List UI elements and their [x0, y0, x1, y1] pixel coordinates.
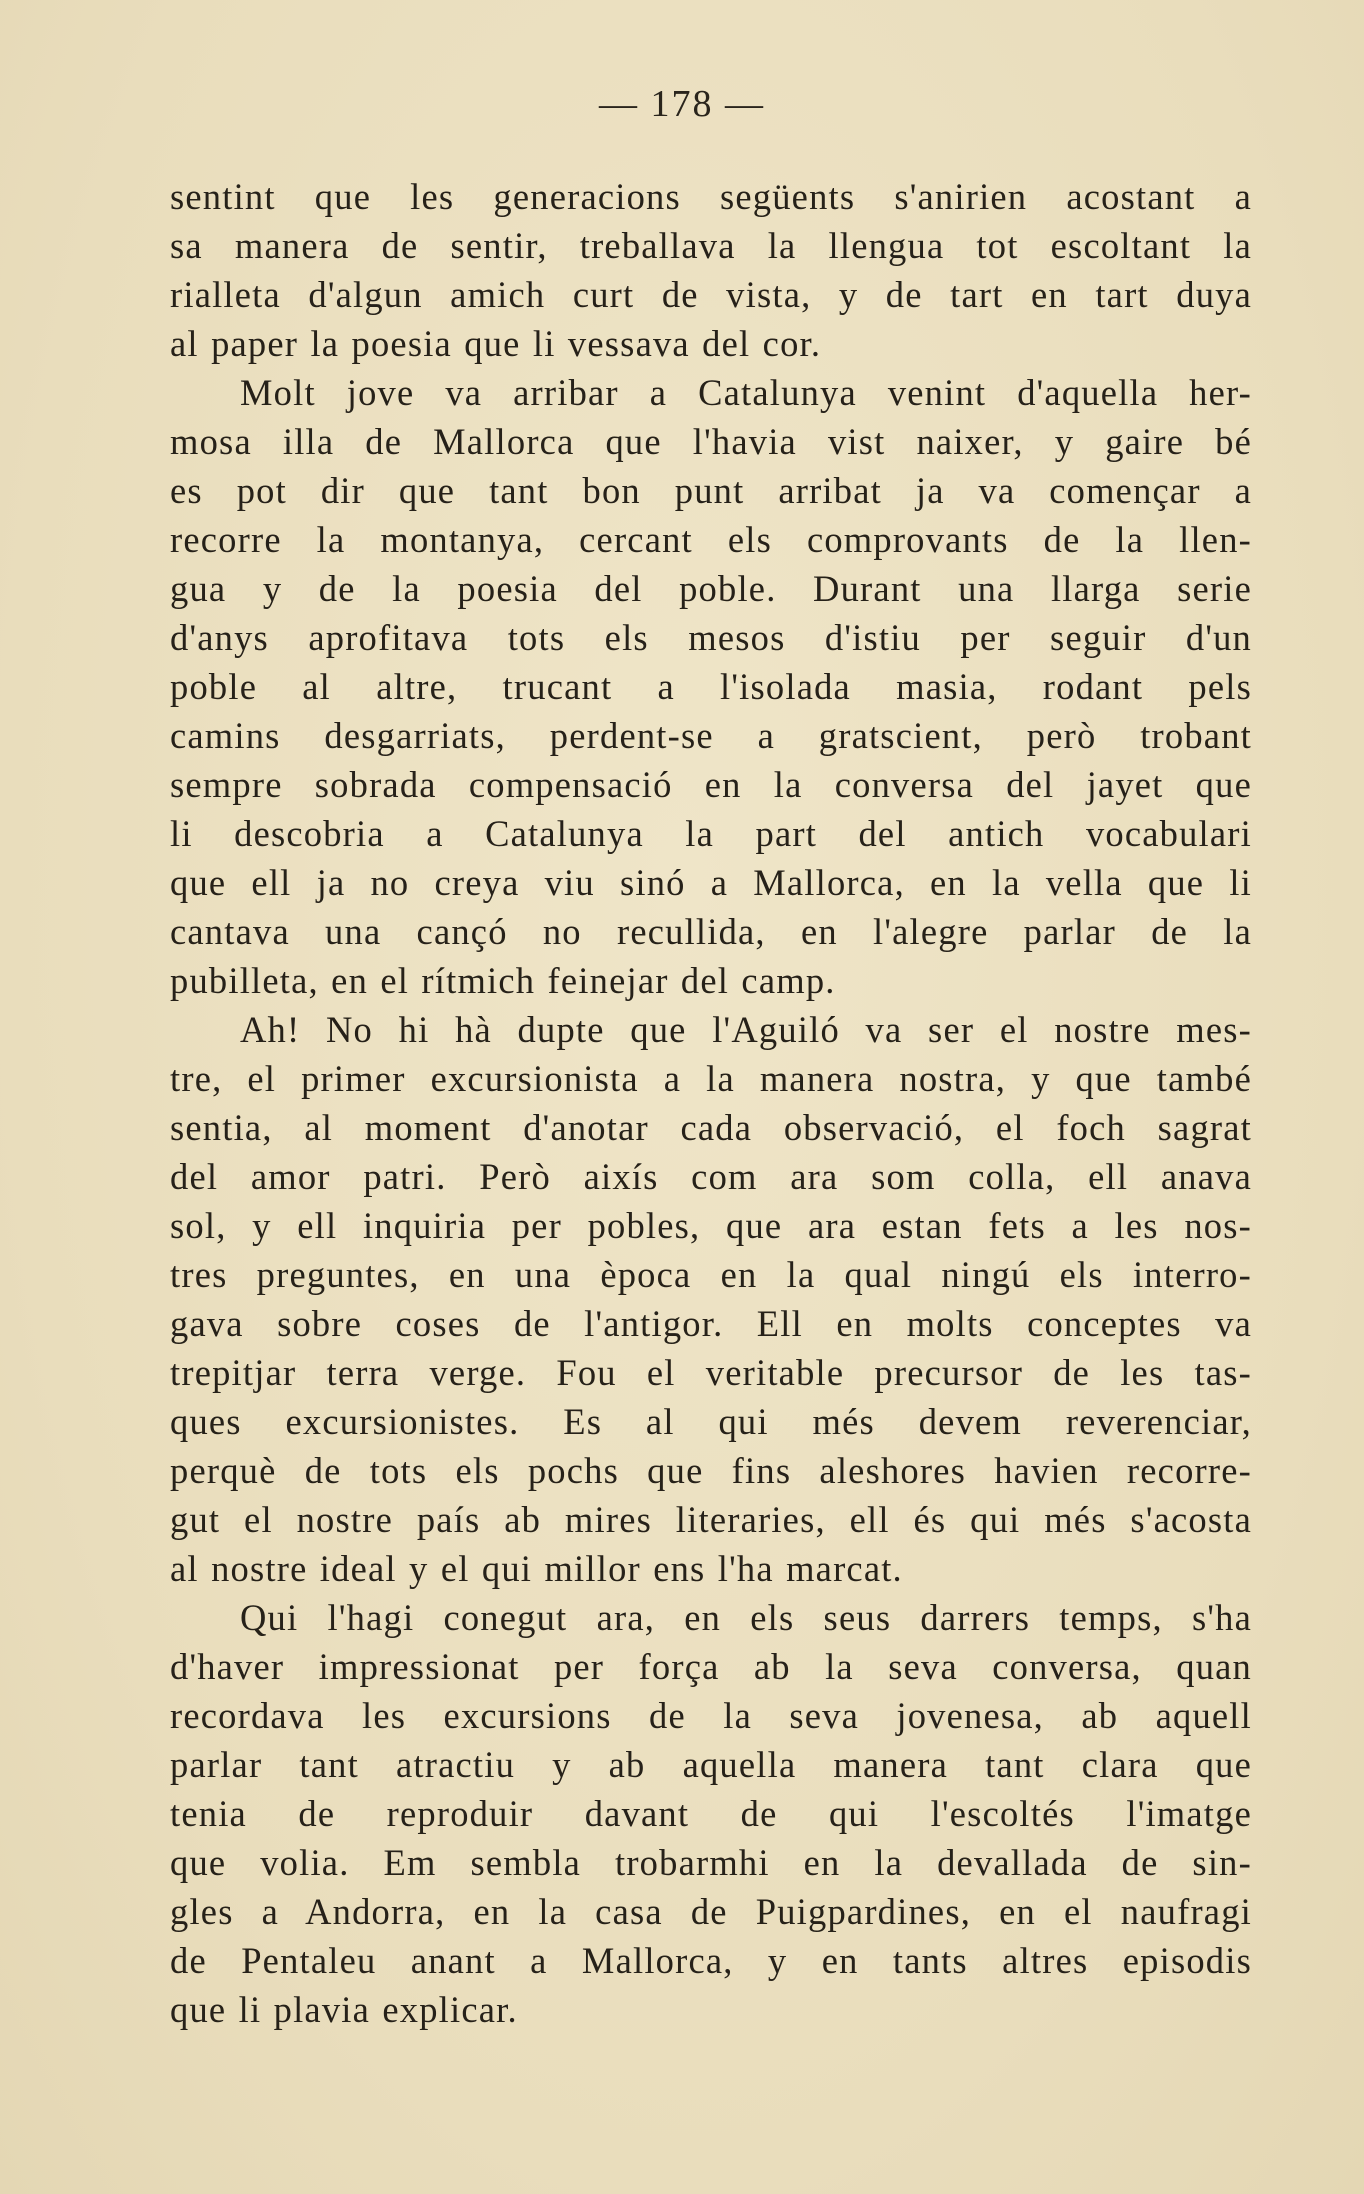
text-line: tres preguntes, en una època en la qual ningú els interro-: [170, 1254, 1252, 1295]
text-line: del amor patri. Però aixís com ara som colla, ell anava: [170, 1156, 1252, 1197]
text-line: ques excursionistes. Es al qui més devem reverenciar,: [170, 1401, 1252, 1442]
text-line: Ah! No hi hà dupte que l'Aguiló va ser el nostre mes-: [240, 1009, 1252, 1050]
text-line: li descobria a Catalunya la part del antich vocabulari: [170, 813, 1252, 854]
page-number: — 178 —: [599, 83, 765, 125]
text-line: sempre sobrada compensació en la conversa del jayet que: [170, 764, 1252, 805]
text-line: d'anys aprofitava tots els mesos d'istiu per seguir d'un: [170, 617, 1252, 658]
text-line: gles a Andorra, en la casa de Puigpardines, en el naufragi: [170, 1891, 1252, 1932]
text-line: Qui l'hagi conegut ara, en els seus darrers temps, s'ha: [240, 1597, 1252, 1638]
text-line: gut el nostre país ab mires literaries, ell és qui més s'acosta: [170, 1499, 1252, 1540]
text-line: gua y de la poesia del poble. Durant una llarga serie: [170, 568, 1252, 609]
body-text: [170, 172, 1252, 2034]
text-line: que ell ja no creya viu sinó a Mallorca, en la vella que li: [170, 862, 1252, 903]
paragraph: [170, 1005, 1252, 1593]
text-line: sentia, al moment d'anotar cada observació, el foch sagrat: [170, 1107, 1252, 1148]
text-line: al nostre ideal y el qui millor ens l'ha marcat.: [170, 1548, 903, 1589]
text-line: perquè de tots els pochs que fins aleshores havien recorre-: [170, 1450, 1252, 1491]
text-line: recorre la montanya, cercant els comprovants de la llen-: [170, 519, 1252, 560]
text-line: pubilleta, en el rítmich feinejar del camp.: [170, 960, 836, 1001]
text-line: parlar tant atractiu y ab aquella manera tant clara que: [170, 1744, 1252, 1785]
text-line: cantava una cançó no recullida, en l'alegre parlar de la: [170, 911, 1252, 952]
text-line: al paper la poesia que li vessava del cor.: [170, 323, 822, 364]
text-line: que volia. Em sembla trobarmhi en la devallada de sin-: [170, 1842, 1252, 1883]
text-line: sa manera de sentir, treballava la llengua tot escoltant la: [170, 225, 1252, 266]
text-line: Molt jove va arribar a Catalunya venint d'aquella her-: [240, 372, 1252, 413]
text-line: d'haver impressionat per força ab la seva conversa, quan: [170, 1646, 1252, 1687]
text-line: tenia de reproduir davant de qui l'escoltés l'imatge: [170, 1793, 1252, 1834]
text-line: tre, el primer excursionista a la manera nostra, y que també: [170, 1058, 1252, 1099]
text-line: sentint que les generacions següents s'anirien acostant a: [170, 176, 1252, 217]
text-line: es pot dir que tant bon punt arribat ja va començar a: [170, 470, 1252, 511]
text-line: sol, y ell inquiria per pobles, que ara estan fets a les nos-: [170, 1205, 1252, 1246]
text-line: que li plavia explicar.: [170, 1989, 518, 2030]
text-line: de Pentaleu anant a Mallorca, y en tants altres episodis: [170, 1940, 1252, 1981]
paragraph: [170, 172, 1252, 368]
text-line: trepitjar terra verge. Fou el veritable precursor de les tas-: [170, 1352, 1252, 1393]
text-line: gava sobre coses de l'antigor. Ell en molts conceptes va: [170, 1303, 1252, 1344]
text-line: poble al altre, trucant a l'isolada masia, rodant pels: [170, 666, 1252, 707]
text-line: mosa illa de Mallorca que l'havia vist naixer, y gaire bé: [170, 421, 1252, 462]
text-line: rialleta d'algun amich curt de vista, y de tart en tart duya: [170, 274, 1252, 315]
text-line: recordava les excursions de la seva jovenesa, ab aquell: [170, 1695, 1252, 1736]
paragraph: [170, 368, 1252, 1005]
paragraph: [170, 1593, 1252, 2034]
text-line: camins desgarriats, perdent-se a gratscient, però trobant: [170, 715, 1252, 756]
